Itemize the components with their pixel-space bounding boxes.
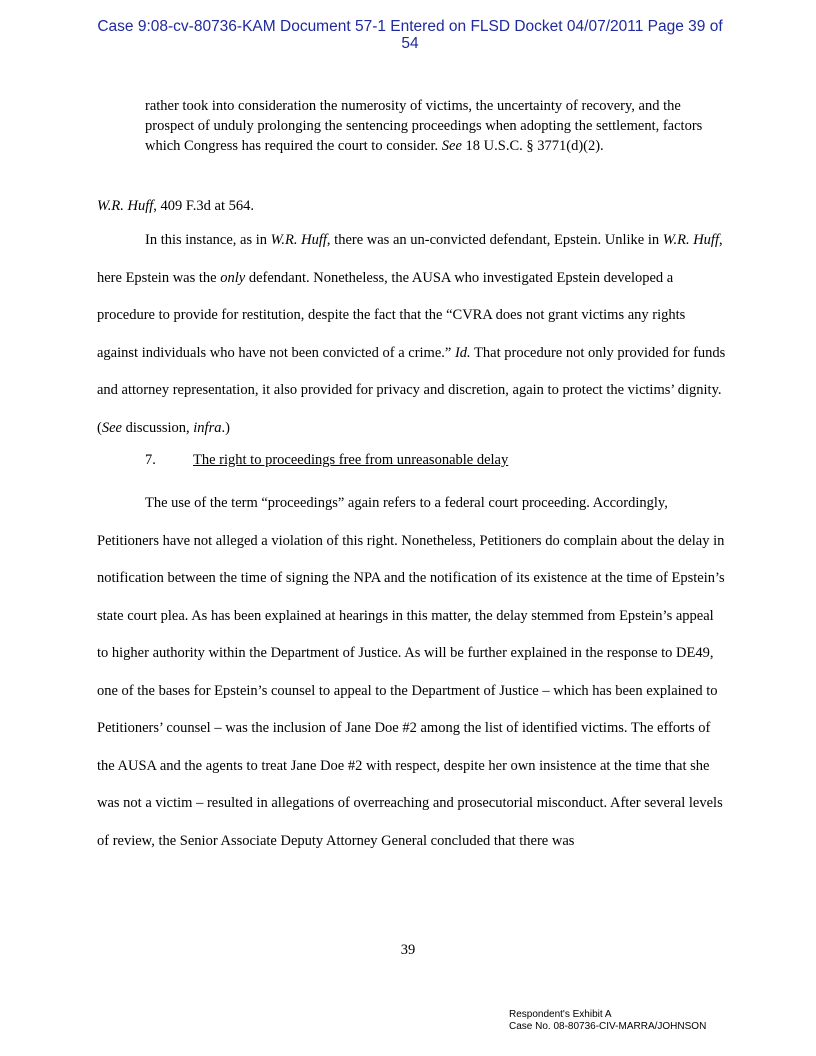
citation-reporter: , 409 F.3d at 564.: [153, 198, 255, 214]
text-run: , here Epstein was the: [97, 232, 723, 286]
paragraph-proceedings-delay: The use of the term “proceedings” again refers to a federal court proceeding. Accordingly, Petitioners have not alleged a violation of this right. Nonetheless, Petitioners do complain about the delay in notification between the time of signing the NPA and the notification of its existence at the time of Epstein’s state court plea. As has been explained at hearings in this matter, the delay stemmed from Epstein’s appeal to higher authority within the Department of Justice. As will be further explained in the response to DE49, one of the bases for Epstein’s counsel to appeal to the Department of Justice – which has been explained to Petitioners’ counsel – was the inclusion of Jane Doe #2 among the list of identified victims. The efforts of the AUSA and the agents to treat Jane Doe #2 with respect, despite her own insistence at the time that she was not a victim – resulted in allegations of overreaching and prosecutorial misconduct. After several levels of review, the Senior Associate Deputy Attorney General concluded that there was: [97, 495, 725, 849]
text-run: defendant. Nonetheless, the AUSA who investigated Epstein developed a procedure to provide for restitution, despite the fact that the “CVRA does not grant victims any rights against individuals who have not been convicted of a crime.”: [97, 269, 686, 361]
italic-run: infra: [193, 419, 222, 436]
italic-run: only: [220, 269, 246, 286]
citation-case-name: W.R. Huff: [97, 198, 154, 214]
section-number: 7.: [145, 452, 156, 468]
footer-case-number: Case No. 08-80736-CIV-MARRA/JOHNSON: [509, 1021, 707, 1032]
docket-header: [60, 18, 760, 52]
header-entered: Entered on FLSD Docket 04/07/2011: [390, 18, 644, 35]
statute-citation: 18 U.S.C. § 3771(d)(2).: [461, 138, 604, 154]
paragraph-un-convicted-defendant: [97, 222, 727, 447]
italic-run: W.R. Huff: [270, 232, 327, 248]
header-page-total: 54: [401, 35, 419, 52]
header-case-number: Case 9:08-cv-80736-KAM: [97, 18, 276, 35]
section-title: The right to proceedings free from unreasonable delay: [193, 452, 509, 468]
see-signal: See: [441, 138, 462, 154]
text-run: discussion,: [121, 419, 194, 436]
text-run: In this instance, as in: [145, 232, 271, 248]
page-number: 39: [400, 942, 416, 958]
footer-exhibit-label: Respondent's Exhibit A: [509, 1009, 612, 1020]
text-run: That procedure not only provided for funds and attorney representation, it also provided for privacy and discretion, again to protect the victims’ dignity. (: [97, 344, 726, 436]
case-citation: [97, 188, 727, 226]
header-page-prefix: Page 39 of: [647, 18, 723, 35]
italic-run: W.R. Huff: [662, 232, 719, 248]
exhibit-footer: [509, 1009, 706, 1033]
text-run: .): [221, 419, 230, 436]
italic-run: Id.: [454, 344, 471, 361]
section-heading: [145, 450, 508, 470]
block-quote: [145, 96, 705, 156]
text-run: , there was an un-convicted defendant, Epstein. Unlike in: [326, 232, 663, 248]
header-document-number: Document 57-1: [280, 18, 386, 35]
block-quote-text: rather took into consideration the numerosity of victims, the uncertainty of recovery, and the prospect of unduly prolonging the sentencing proceedings when adopting the settlement, factors which Congress has required the court to consider.: [145, 98, 703, 154]
italic-run: See: [101, 419, 122, 436]
